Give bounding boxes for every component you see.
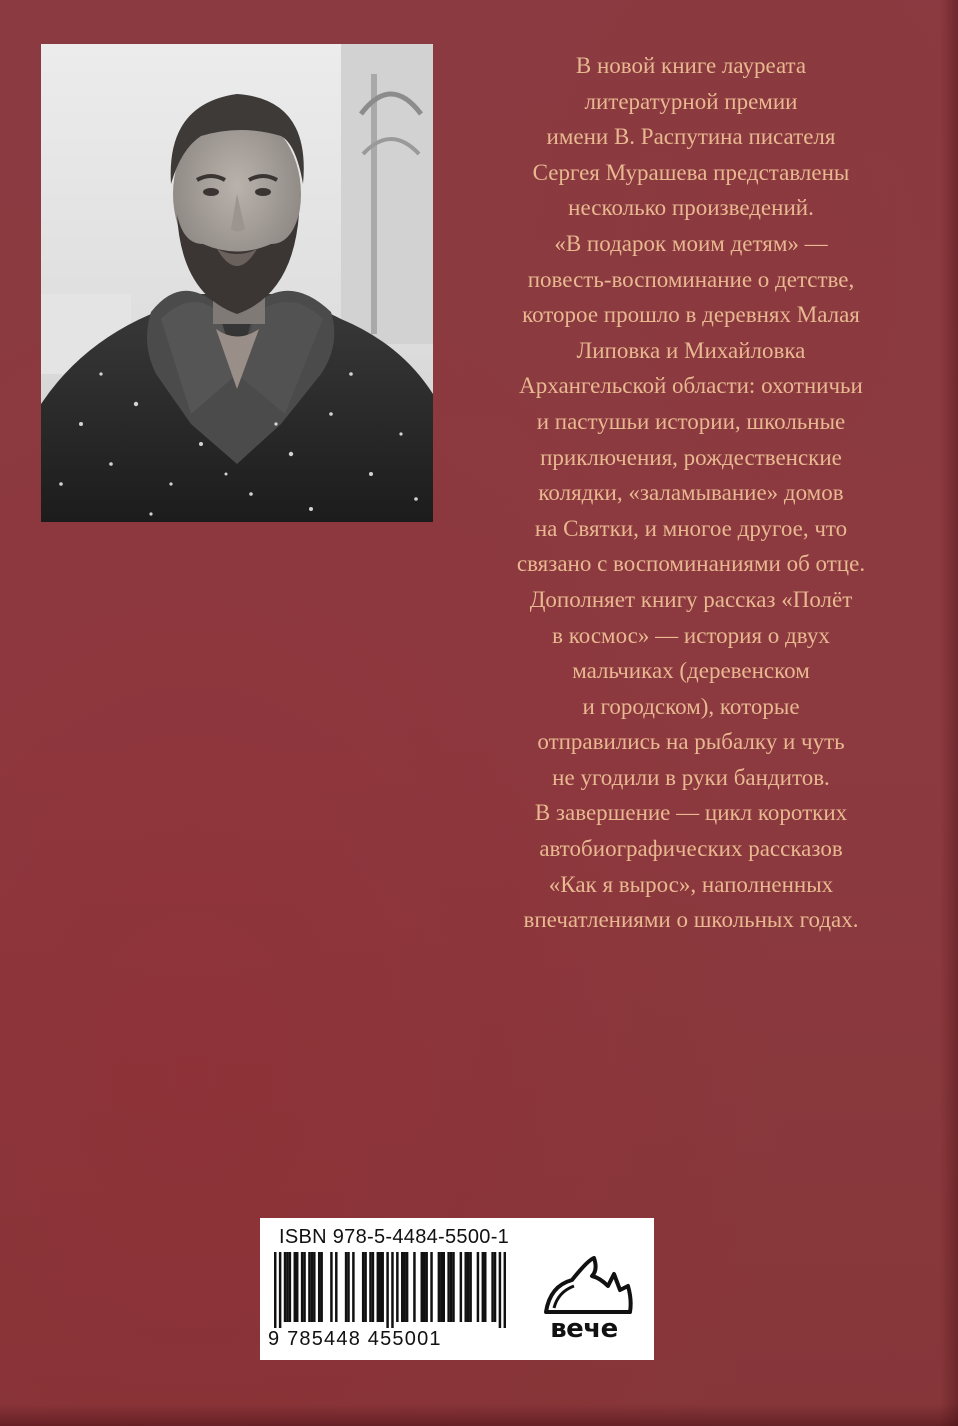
isbn-label: ISBN 978-5-4484-5500-1 <box>279 1226 510 1248</box>
barcode-bar <box>450 1252 452 1322</box>
barcode-bar <box>279 1252 281 1328</box>
blurb-line: «В подарок моим детям» — <box>554 230 828 256</box>
barcode-bar <box>381 1252 383 1322</box>
barcode-bar <box>499 1252 501 1328</box>
blurb-line: и пастушьи истории, школьные <box>536 408 846 434</box>
barcode-bar <box>311 1252 313 1322</box>
barcode-bar <box>447 1252 449 1322</box>
cover-bottom-shadow <box>0 1404 958 1426</box>
blurb-line: на Святки, и многое другое, что <box>534 515 848 541</box>
barcode-bar <box>320 1252 322 1322</box>
barcode-bar <box>396 1252 398 1322</box>
blurb-line: Архангельской области: охотничьи <box>519 373 863 399</box>
blurb-line: приключения, рождественские <box>540 444 842 470</box>
barcode-bar <box>386 1252 388 1328</box>
barcode-bar <box>413 1252 415 1322</box>
barcode-bar <box>484 1252 486 1322</box>
blurb-line: автобиографических рассказов <box>539 836 843 862</box>
barcode-bar <box>469 1252 471 1322</box>
barcode-bar <box>330 1252 332 1322</box>
barcode-bar <box>460 1252 462 1322</box>
blurb-line: имени В. Распутина писателя <box>546 124 836 150</box>
barcode-bar <box>452 1252 454 1322</box>
blurb-line: Сергея Мурашева представлены <box>532 159 850 185</box>
barcode-bar <box>318 1252 320 1322</box>
barcode-bar <box>401 1252 403 1322</box>
blurb-line: колядки, «заламывание» домов <box>538 480 844 506</box>
barcode-bar <box>425 1252 427 1322</box>
barcode-bar <box>421 1252 423 1322</box>
barcode-bar <box>294 1252 296 1322</box>
barcode-bar <box>274 1252 276 1328</box>
barcode-bar <box>289 1252 291 1322</box>
barcode-bar <box>504 1252 506 1328</box>
blurb-line: Липовка и Михайловка <box>576 337 806 363</box>
blurb-line: В завершение — цикл коротких <box>534 800 848 826</box>
barcode-bar <box>284 1252 286 1322</box>
barcode-bar <box>440 1252 442 1322</box>
barcode-bar <box>491 1252 493 1322</box>
blurb-line: повесть-воспоминание о детстве, <box>527 266 855 292</box>
blurb-line: связано с воспоминаниями об отце. <box>516 551 866 577</box>
barcode-bar <box>438 1252 440 1322</box>
barcode-bar <box>352 1252 354 1322</box>
barcode-bar <box>364 1252 366 1322</box>
barcode-bar <box>308 1252 310 1322</box>
book-description <box>456 48 926 938</box>
barcode-bar <box>482 1252 484 1322</box>
barcode-bar <box>379 1252 381 1322</box>
barcode-digits: 9 785448 455001 <box>268 1328 442 1350</box>
blurb-line: Дополняет книгу рассказ «Полёт <box>529 586 853 612</box>
barcode-bar <box>313 1252 315 1322</box>
blurb-line: впечатлениями о школьных годах. <box>523 907 859 933</box>
blurb-line: несколько произведений. <box>568 195 814 221</box>
barcode-bar <box>301 1252 303 1322</box>
barcode <box>274 1252 506 1328</box>
barcode-bar <box>369 1252 371 1322</box>
cover-edge-shadow <box>940 0 958 1426</box>
barcode-bar <box>467 1252 469 1322</box>
author-photo <box>41 44 433 522</box>
blurb-line: мальчиках (деревенском <box>572 658 810 684</box>
barcode-bar <box>430 1252 432 1322</box>
blurb-line: и городском), которые <box>582 693 800 719</box>
publisher-logo-text: вече <box>550 1314 618 1344</box>
barcode-bar <box>464 1252 466 1322</box>
blurb-line: отправились на рыбалку и чуть <box>537 729 845 755</box>
barcode-bar <box>423 1252 425 1322</box>
barcode-bar <box>303 1252 305 1322</box>
blurb-line: «Как я вырос», наполненных <box>548 871 834 897</box>
barcode-bar <box>296 1252 298 1322</box>
barcode-bar <box>335 1252 337 1322</box>
blurb-line: которое прошло в деревнях Малая <box>522 302 860 328</box>
barcode-bar <box>391 1252 393 1328</box>
barcode-bar <box>403 1252 405 1322</box>
barcode-bar <box>286 1252 288 1322</box>
blurb-line: литературной премии <box>584 88 798 114</box>
barcode-bar <box>347 1252 349 1322</box>
barcode-bar <box>377 1252 379 1322</box>
barcode-bar <box>345 1252 347 1322</box>
barcode-bar <box>443 1252 445 1322</box>
barcode-bar <box>494 1252 496 1322</box>
barcode-bar <box>477 1252 479 1322</box>
barcode-panel <box>260 1218 654 1360</box>
blurb-line: В новой книге лауреата <box>575 53 807 78</box>
barcode-bar <box>406 1252 408 1322</box>
blurb-line: не угодили в руки бандитов. <box>552 764 830 790</box>
barcode-bar <box>372 1252 374 1322</box>
blurb-line: в космос» — история о двух <box>552 622 830 648</box>
barcode-bar <box>362 1252 364 1322</box>
